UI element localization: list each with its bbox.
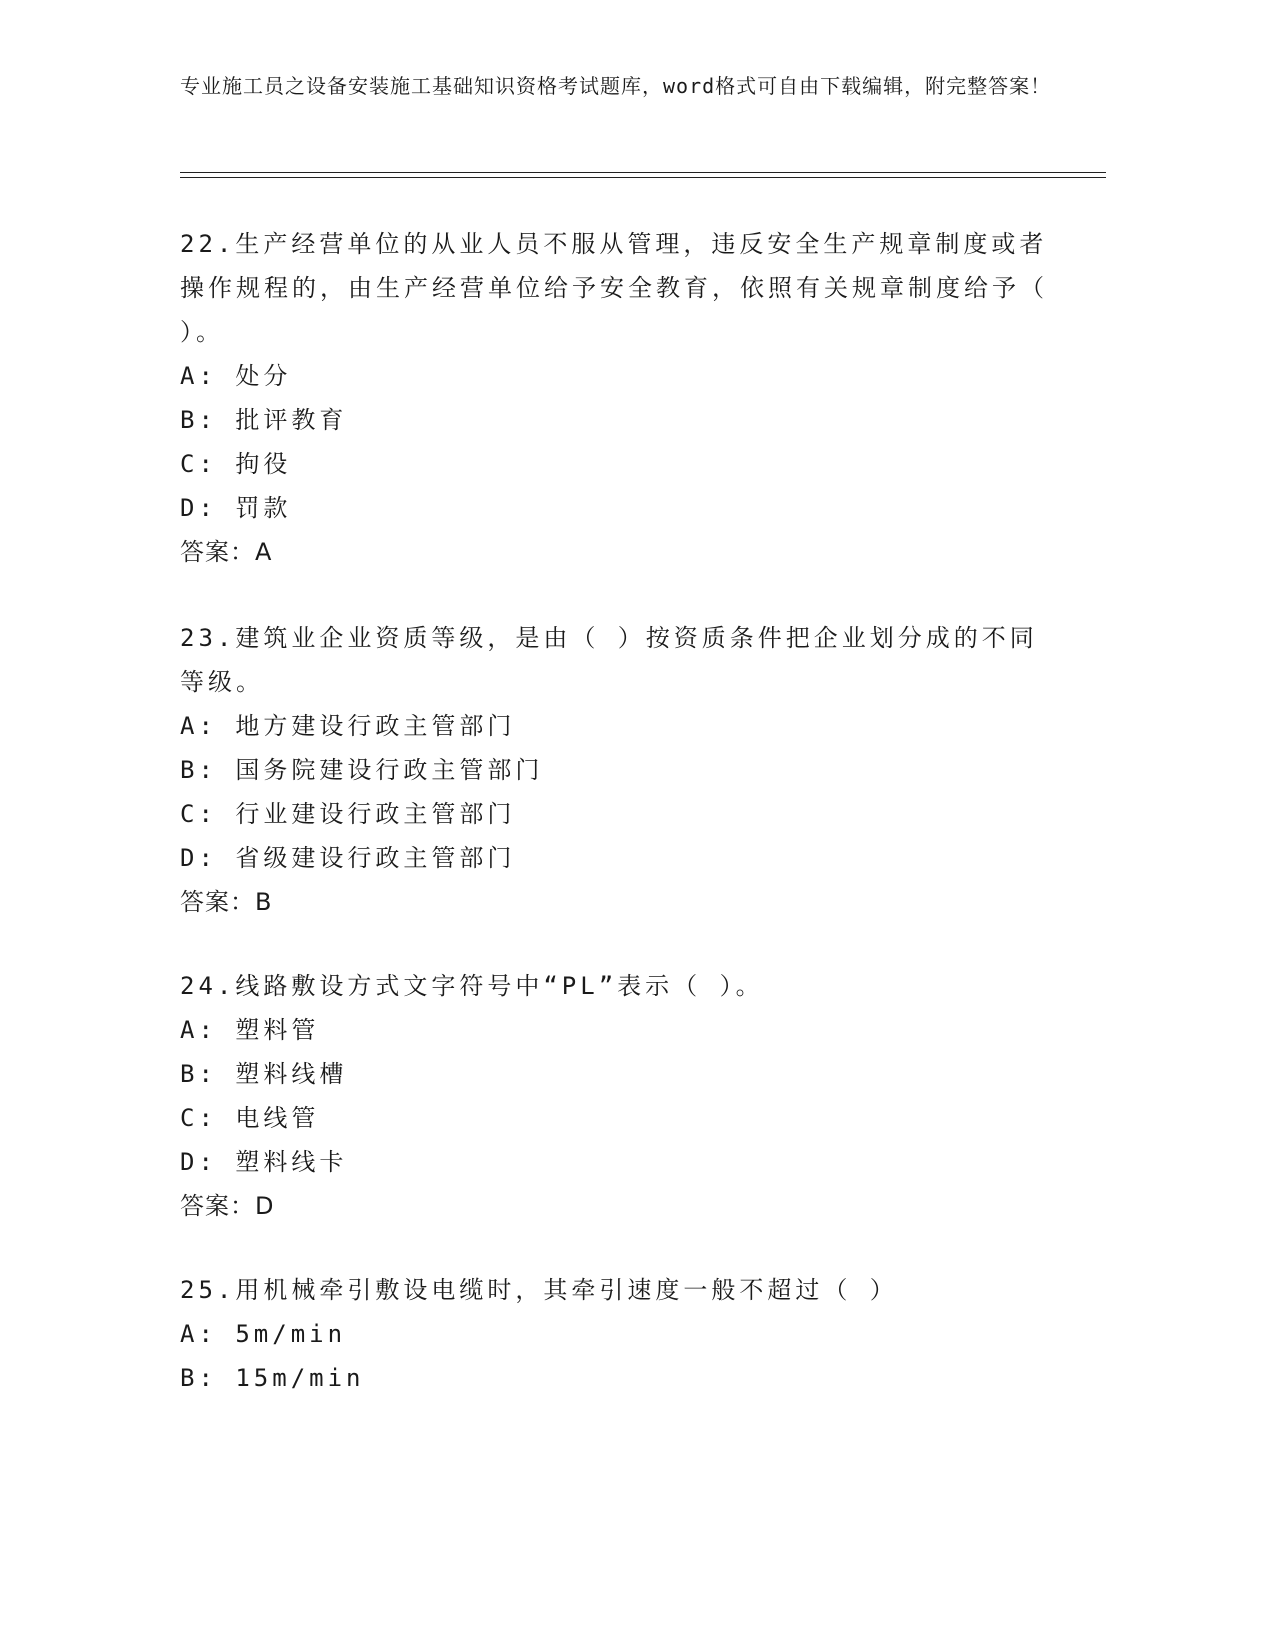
option-a: A: 处分 <box>180 362 292 390</box>
option-c: C: 行业建设行政主管部门 <box>180 800 516 828</box>
question-stem: 23.建筑业企业资质等级，是由（ ）按资质条件把企业划分成的不同等级。 <box>180 624 1038 696</box>
option-b: B: 15m/min <box>180 1364 365 1392</box>
option-d: D: 罚款 <box>180 494 292 522</box>
option-d: D: 塑料线卡 <box>180 1148 348 1176</box>
option-d: D: 省级建设行政主管部门 <box>180 844 516 872</box>
header-divider-top <box>180 172 1106 173</box>
option-b: B: 批评教育 <box>180 406 348 434</box>
option-b: B: 塑料线槽 <box>180 1060 348 1088</box>
option-b: B: 国务院建设行政主管部门 <box>180 756 544 784</box>
question-25 <box>180 1268 1060 1400</box>
question-22 <box>180 222 1067 574</box>
question-stem: 22.生产经营单位的从业人员不服从管理，违反安全生产规章制度或者操作规程的，由生产经营单位给予安全教育，依照有关规章制度给予（ ）。 <box>180 230 1067 346</box>
document-header: 专业施工员之设备安装施工基础知识资格考试题库，word格式可自由下载编辑，附完整答案！ <box>180 74 1052 98</box>
option-a: A: 塑料管 <box>180 1016 320 1044</box>
question-stem: 24.线路敷设方式文字符号中“PL”表示（ ）。 <box>180 972 764 1000</box>
question-stem: 25.用机械牵引敷设电缆时，其牵引速度一般不超过（ ） <box>180 1276 898 1304</box>
question-24 <box>180 964 1060 1228</box>
answer: 答案：B <box>180 888 273 916</box>
answer: 答案：A <box>180 538 273 566</box>
option-c: C: 拘役 <box>180 450 292 478</box>
option-a: A: 地方建设行政主管部门 <box>180 712 516 740</box>
answer: 答案：D <box>180 1192 275 1220</box>
option-c: C: 电线管 <box>180 1104 320 1132</box>
question-23 <box>180 616 1060 924</box>
header-divider-bottom <box>180 177 1106 178</box>
option-a: A: 5m/min <box>180 1320 347 1348</box>
